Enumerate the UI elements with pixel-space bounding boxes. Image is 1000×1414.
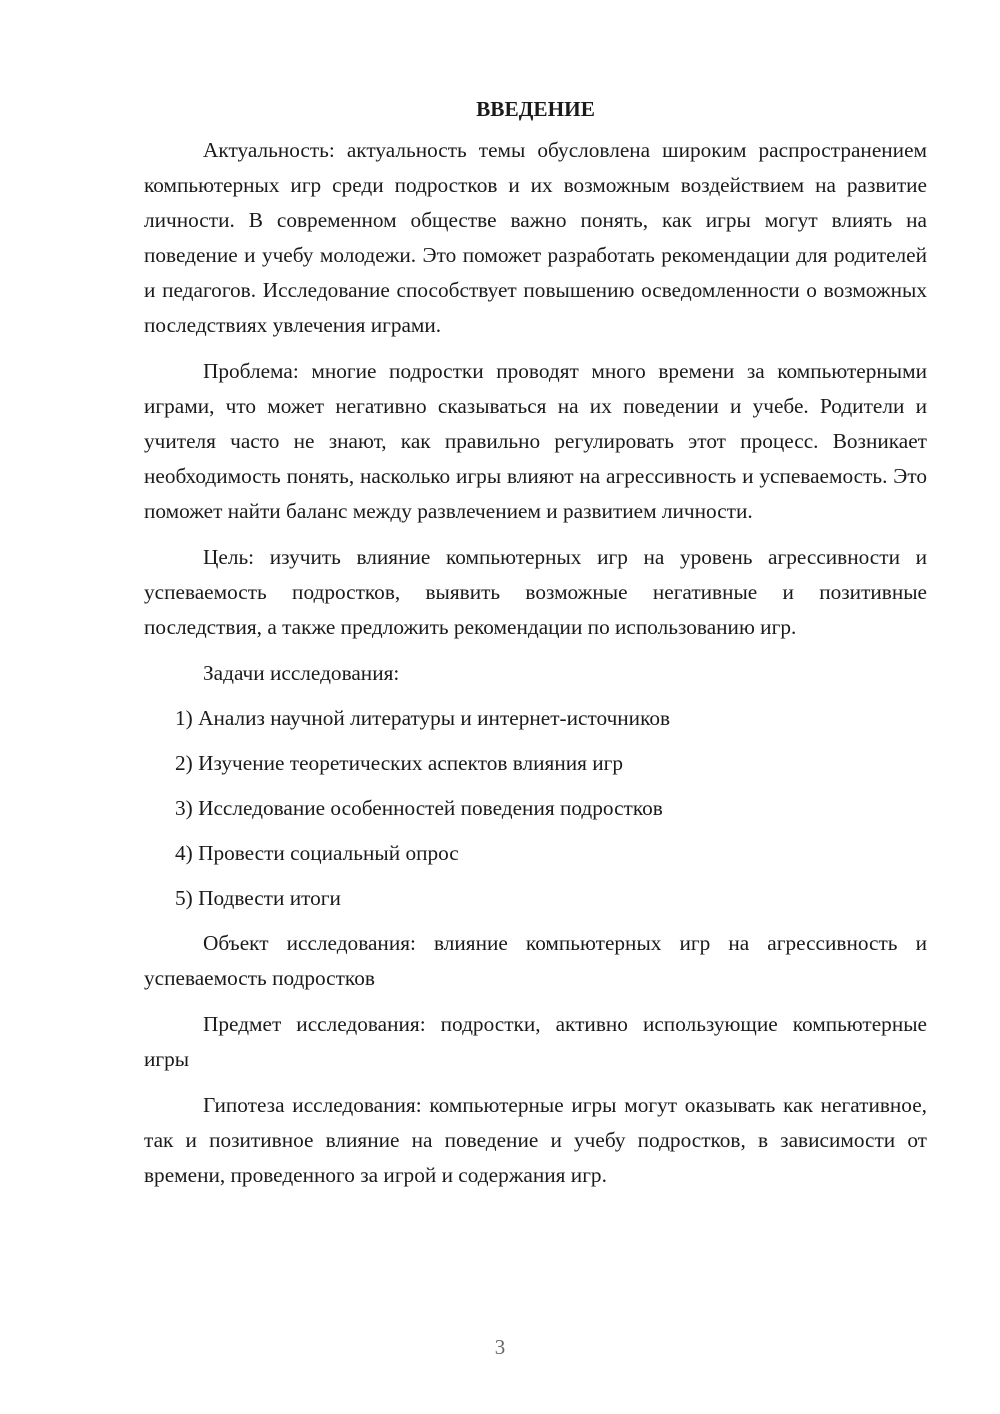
page-title: ВВЕДЕНИЕ [476, 97, 595, 121]
paragraph-object: Объект исследования: влияние компьютерных игр на агрессивность и успеваемость подростков [144, 931, 927, 990]
paragraph-relevance: Актуальность: актуальность темы обусловлена широким распространением компьютерных игр среди подростков и их возможным воздействием на развитие личности. В современном обществе важно понять, как игры могут влиять на поведение и учебу молодежи. Это поможет разработать рекомендации для родителей и педагогов. Исследование способствует повышению осведомленности о возможных последствиях увлечения играми. [144, 138, 927, 337]
task-item: 1) Анализ научной литературы и интернет-источников [175, 706, 671, 730]
task-item: 4) Провести социальный опрос [175, 841, 459, 865]
task-item: 3) Исследование особенностей поведения подростков [175, 796, 663, 820]
task-item: 5) Подвести итоги [175, 886, 341, 910]
paragraph-hypothesis: Гипотеза исследования: компьютерные игры могут оказывать как негативное, так и позитивное влияние на поведение и учебу подростков, в зависимости от времени, проведенного за игрой и содержания игр. [144, 1093, 927, 1187]
page-content [144, 92, 927, 1204]
paragraph-subject: Предмет исследования: подростки, активно использующие компьютерные игры [144, 1012, 927, 1071]
task-item: 2) Изучение теоретических аспектов влияния игр [175, 751, 624, 775]
paragraph-goal: Цель: изучить влияние компьютерных игр на уровень агрессивности и успеваемость подростков, выявить возможные негативные и позитивные последствия, а также предложить рекомендации по использованию игр. [144, 545, 927, 639]
paragraph-problem: Проблема: многие подростки проводят много времени за компьютерными играми, что может негативно сказываться на их поведении и учебе. Родители и учителя часто не знают, как правильно регулировать этот процесс. Возникает необходимость понять, насколько игры влияют на агрессивность и успеваемость. Это поможет найти баланс между развлечением и развитием личности. [144, 359, 927, 523]
tasks-heading: Задачи исследования: [203, 661, 400, 685]
page-number: 3 [494, 1335, 506, 1359]
